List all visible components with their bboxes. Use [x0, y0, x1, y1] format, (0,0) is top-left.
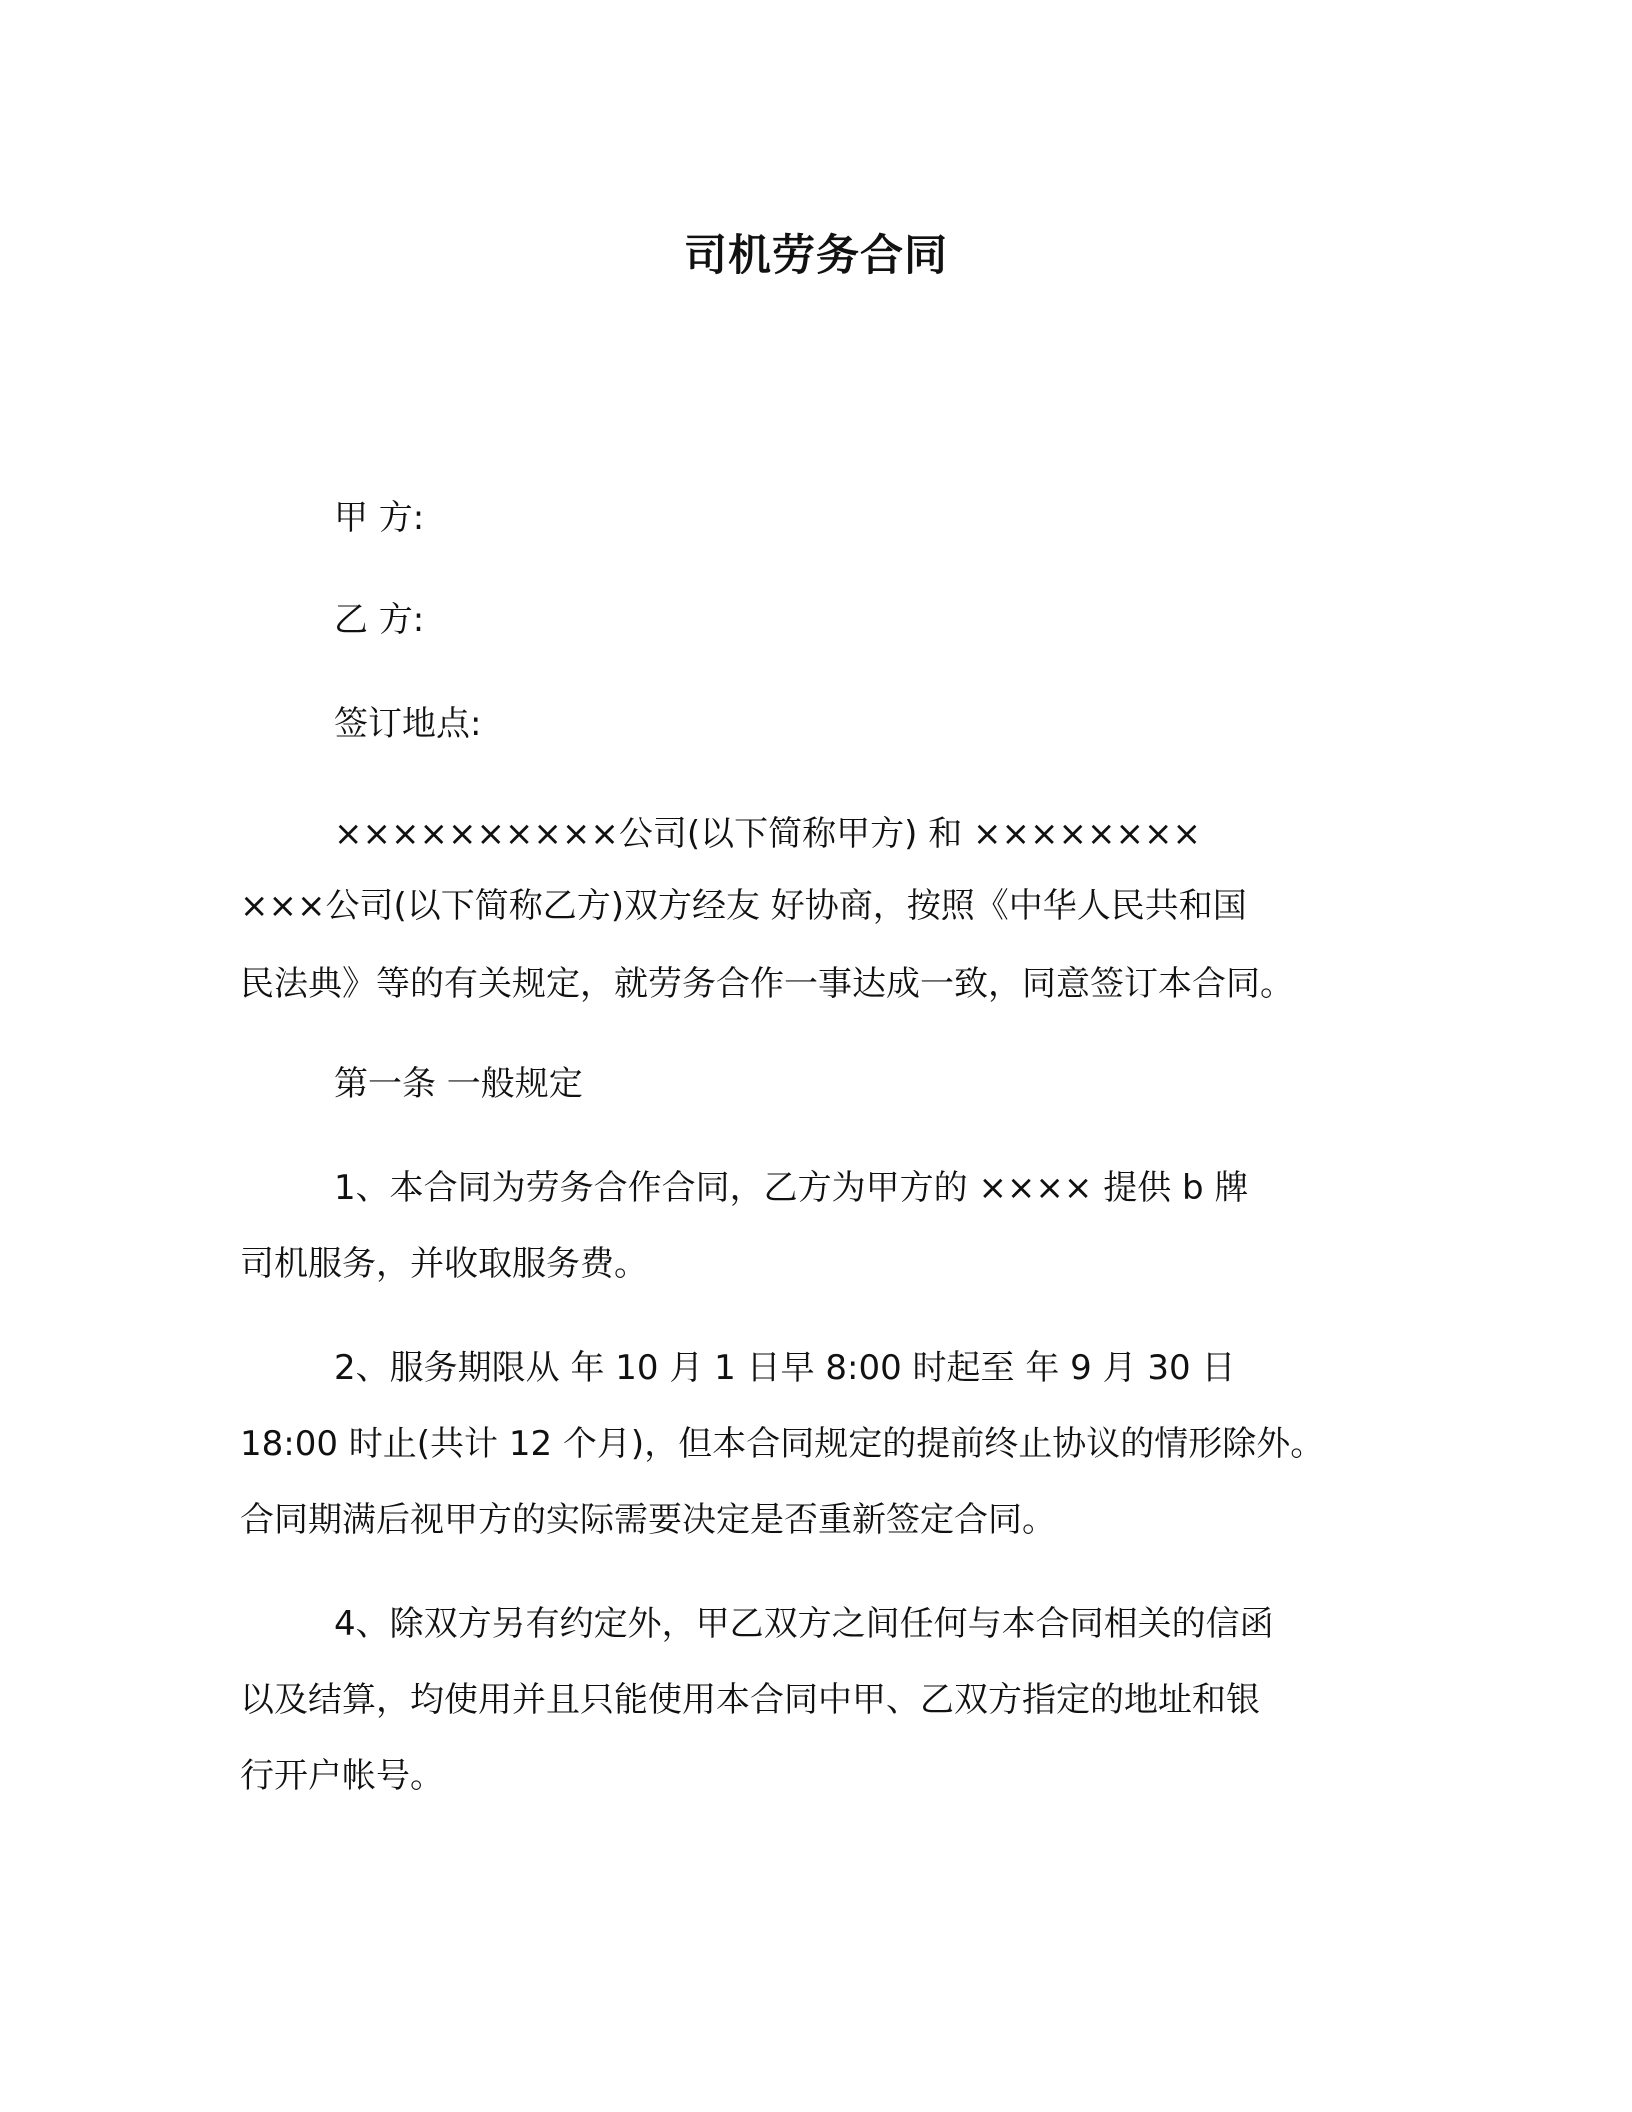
- document-title: 司机劳务合同: [684, 231, 948, 281]
- clause-1-line-2: 司机服务，并收取服务费。: [240, 1244, 648, 1284]
- party-b-label: 乙 方:: [334, 600, 425, 640]
- clause-1-line-1: 1、本合同为劳务合作合同，乙方为甲方的 ×××× 提供 b 牌: [334, 1168, 1249, 1208]
- preamble-line-2: ×××公司(以下简称乙方)双方经友 好协商，按照《中华人民共和国: [240, 886, 1247, 926]
- preamble-line-1: ××××××××××公司(以下简称甲方) 和 ××××××××: [334, 814, 1201, 854]
- clause-4-line-2: 以及结算，均使用并且只能使用本合同中甲、乙双方指定的地址和银: [240, 1680, 1260, 1720]
- article-1-heading: 第一条 一般规定: [334, 1064, 583, 1104]
- clause-2-line-3: 合同期满后视甲方的实际需要决定是否重新签定合同。: [240, 1500, 1056, 1540]
- clause-2-line-2: 18:00 时止(共计 12 个月)，但本合同规定的提前终止协议的情形除外。: [240, 1424, 1325, 1464]
- clause-2-line-1: 2、服务期限从 年 10 月 1 日早 8:00 时起至 年 9 月 30 日: [334, 1348, 1236, 1388]
- preamble-line-3: 民法典》等的有关规定，就劳务合作一事达成一致，同意签订本合同。: [240, 964, 1294, 1004]
- sign-place-label: 签订地点:: [334, 704, 482, 744]
- party-a-label: 甲 方:: [334, 498, 425, 538]
- clause-4-line-1: 4、除双方另有约定外，甲乙双方之间任何与本合同相关的信函: [334, 1604, 1274, 1644]
- clause-4-line-3: 行开户帐号。: [240, 1756, 444, 1796]
